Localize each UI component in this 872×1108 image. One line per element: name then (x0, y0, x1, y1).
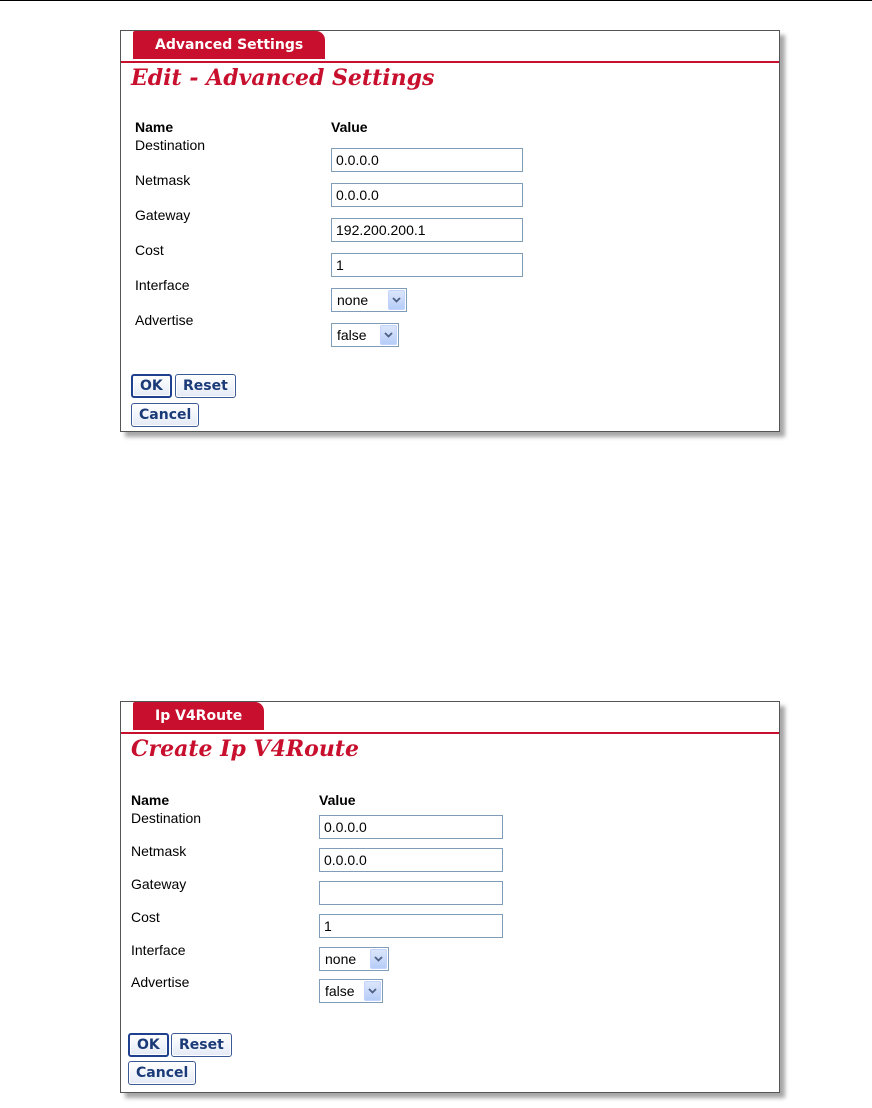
interface-label: Interface (135, 277, 190, 293)
destination-input[interactable] (319, 815, 503, 839)
advertise-label: Advertise (131, 974, 190, 990)
page-title: Create Ip V4Route (131, 736, 359, 762)
name-column-header: Name (131, 792, 170, 808)
create-ipv4route-panel (120, 701, 780, 1093)
interface-select[interactable] (319, 947, 389, 971)
tab-underline (121, 732, 779, 734)
tab-advanced-settings[interactable]: Advanced Settings (133, 31, 325, 59)
netmask-label: Netmask (135, 172, 191, 188)
page-top-rule (0, 0, 872, 1)
destination-label: Destination (131, 810, 202, 826)
advertise-select-value: false (337, 327, 367, 343)
ok-button[interactable]: OK (128, 1033, 169, 1057)
cancel-button[interactable]: Cancel (128, 1061, 196, 1085)
gateway-input[interactable] (319, 881, 503, 905)
chevron-down-icon[interactable] (370, 949, 387, 969)
interface-select-value: none (337, 292, 369, 308)
netmask-input[interactable] (331, 183, 523, 207)
destination-input[interactable] (331, 148, 523, 172)
cost-input[interactable] (331, 253, 523, 277)
name-column-header: Name (135, 119, 174, 135)
page-title: Edit - Advanced Settings (131, 65, 435, 91)
destination-label: Destination (135, 137, 206, 153)
value-column-header: Value (331, 119, 368, 135)
chevron-down-icon[interactable] (364, 981, 381, 1001)
advanced-settings-panel (120, 30, 780, 432)
advertise-select[interactable] (331, 323, 399, 347)
gateway-label: Gateway (131, 876, 187, 892)
advertise-select-value: false (325, 983, 355, 999)
cost-label: Cost (131, 909, 160, 925)
advertise-select[interactable] (319, 979, 383, 1003)
gateway-label: Gateway (135, 207, 191, 223)
reset-button[interactable]: Reset (175, 374, 236, 398)
interface-label: Interface (131, 942, 186, 958)
tab-ip-v4route[interactable]: Ip V4Route (133, 702, 264, 730)
interface-select-value: none (325, 951, 357, 967)
chevron-down-icon[interactable] (380, 325, 397, 345)
chevron-down-icon[interactable] (388, 290, 405, 310)
value-column-header: Value (319, 792, 356, 808)
cost-label: Cost (135, 242, 164, 258)
advertise-label: Advertise (135, 312, 194, 328)
ok-button[interactable]: OK (131, 374, 172, 398)
tab-underline (121, 61, 779, 63)
cancel-button[interactable]: Cancel (131, 403, 199, 427)
netmask-input[interactable] (319, 848, 503, 872)
netmask-label: Netmask (131, 843, 187, 859)
gateway-input[interactable] (331, 218, 523, 242)
cost-input[interactable] (319, 914, 503, 938)
interface-select[interactable] (331, 288, 407, 312)
reset-button[interactable]: Reset (171, 1033, 232, 1057)
